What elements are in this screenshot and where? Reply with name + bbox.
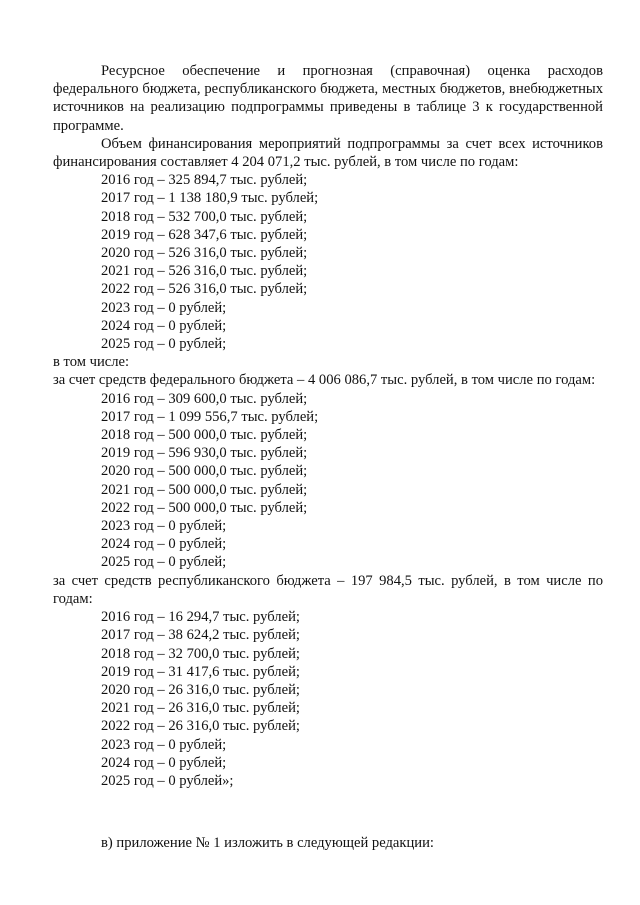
list-item: 2016 год – 325 894,7 тыс. рублей; <box>101 172 308 189</box>
republic-budget-intro: за счет средств республиканского бюджета – 197 984,5 тыс. рублей, в том числе по годам: <box>53 572 603 607</box>
total-by-year-list <box>101 171 603 353</box>
list-item: 2017 год – 1 138 180,9 тыс. рублей; <box>101 190 319 207</box>
list-item: 2016 год – 16 294,7 тыс. рублей; <box>101 609 300 626</box>
list-item: 2025 год – 0 рублей; <box>101 336 227 353</box>
list-item: 2016 год – 309 600,0 тыс. рублей; <box>101 390 308 407</box>
federal-budget-intro: за счет средств федерального бюджета – 4 006 086,7 тыс. рублей, в том числе по годам: <box>53 372 596 389</box>
list-item: 2019 год – 628 347,6 тыс. рублей; <box>101 226 308 243</box>
list-item: 2023 год – 0 рублей; <box>101 299 227 316</box>
list-item: 2018 год – 32 700,0 тыс. рублей; <box>101 645 300 662</box>
list-item: 2023 год – 0 рублей; <box>101 518 227 535</box>
list-item: 2019 год – 31 417,6 тыс. рублей; <box>101 663 300 680</box>
list-item: 2018 год – 500 000,0 тыс. рублей; <box>101 427 308 444</box>
list-item: 2020 год – 500 000,0 тыс. рублей; <box>101 463 308 480</box>
document-body <box>53 62 603 852</box>
list-item: 2021 год – 500 000,0 тыс. рублей; <box>101 481 308 498</box>
federal-by-year-list <box>101 390 603 572</box>
list-item: 2025 год – 0 рублей»; <box>101 772 234 789</box>
list-item: 2024 год – 0 рублей; <box>101 754 227 771</box>
list-item: 2024 год – 0 рублей; <box>101 536 227 553</box>
including-label: в том числе: <box>53 354 130 371</box>
paragraph-resource-provision: Ресурсное обеспечение и прогнозная (справочная) оценка расходов федерального бюджета, республиканского бюджета, местных бюджетов, внебюджетных источников на реализацию подпрограммы приведены в таблице 3 к государственной программе. <box>53 63 603 134</box>
list-item: 2020 год – 26 316,0 тыс. рублей; <box>101 681 300 698</box>
list-item: 2025 год – 0 рублей; <box>101 554 227 571</box>
list-item: 2021 год – 26 316,0 тыс. рублей; <box>101 700 300 717</box>
list-item: 2023 год – 0 рублей; <box>101 736 227 753</box>
republic-by-year-list <box>101 608 603 790</box>
list-item: 2024 год – 0 рублей; <box>101 317 227 334</box>
list-item: 2022 год – 26 316,0 тыс. рублей; <box>101 718 300 735</box>
paragraph-funding-volume: Объем финансирования мероприятий подпрограммы за счет всех источников финансирования составляет 4 204 071,2 тыс. рублей, в том числе по годам: <box>53 135 603 171</box>
list-item: 2017 год – 38 624,2 тыс. рублей; <box>101 627 300 644</box>
spacer <box>53 790 603 834</box>
list-item: 2021 год – 526 316,0 тыс. рублей; <box>101 263 308 280</box>
list-item: 2020 год – 526 316,0 тыс. рублей; <box>101 245 308 262</box>
list-item: 2017 год – 1 099 556,7 тыс. рублей; <box>101 408 319 425</box>
list-item: 2022 год – 500 000,0 тыс. рублей; <box>101 499 308 516</box>
list-item: 2019 год – 596 930,0 тыс. рублей; <box>101 445 308 462</box>
list-item: 2022 год – 526 316,0 тыс. рублей; <box>101 281 308 298</box>
list-item: 2018 год – 532 700,0 тыс. рублей; <box>101 208 308 225</box>
closing-item: в) приложение № 1 изложить в следующей редакции: <box>101 835 434 852</box>
